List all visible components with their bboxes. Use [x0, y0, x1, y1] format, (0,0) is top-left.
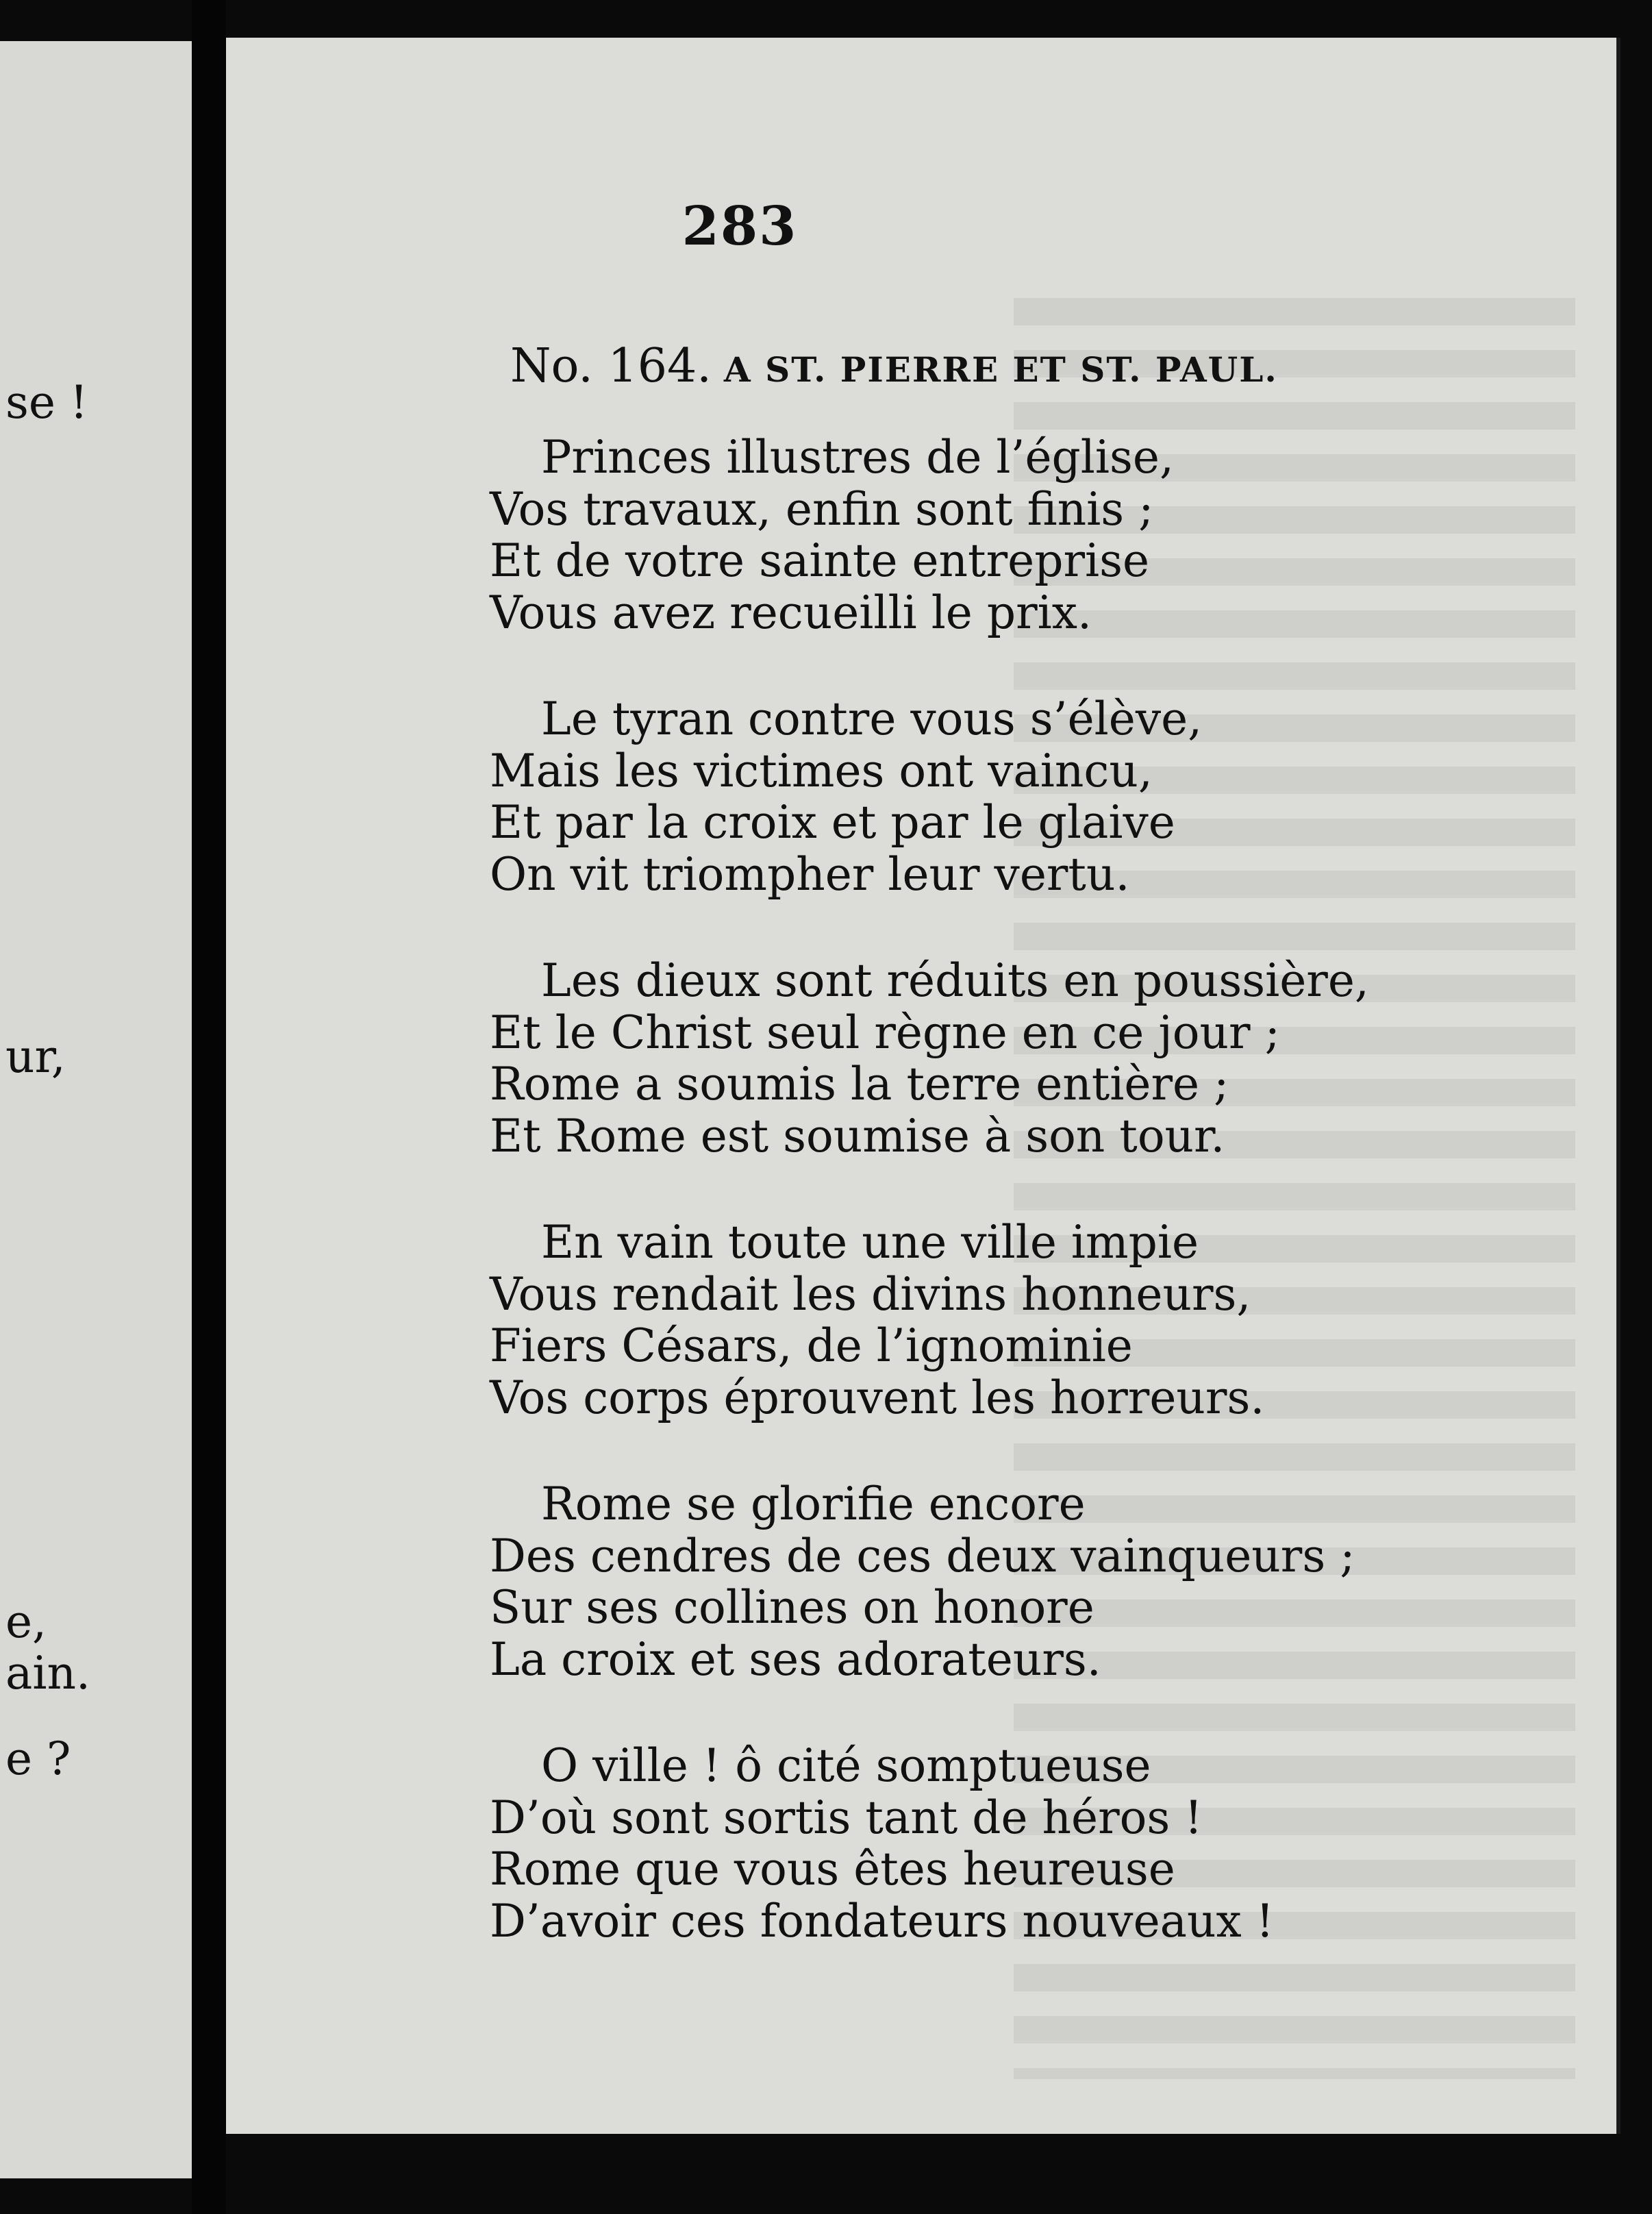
verse-line: En vain toute une ville impie — [541, 1216, 1199, 1269]
left-page-fragment: ur, — [5, 1030, 66, 1083]
verse-line: Rome se glorifie encore — [541, 1478, 1086, 1530]
stanza — [490, 693, 1586, 900]
left-page-fragment: e, — [5, 1595, 47, 1648]
verse-line: Et Rome est soumise à son tour. — [490, 1109, 1225, 1162]
verse-line: Mais les victimes ont vaincu, — [490, 744, 1153, 797]
verse-line: Les dieux sont réduits en poussière, — [541, 954, 1369, 1007]
verse-line: Fiers Césars, de l’ignominie — [490, 1319, 1133, 1372]
verse-line: Princes illustres de l’église, — [541, 431, 1174, 484]
hymn-number: No. 164. — [510, 339, 712, 393]
stanza — [490, 1740, 1586, 1947]
hymn-heading — [510, 339, 1278, 393]
verse-line: Rome que vous êtes heureuse — [490, 1843, 1175, 1895]
verse-line: D’où sont sortis tant de héros ! — [490, 1791, 1203, 1844]
previous-page — [0, 41, 192, 2178]
left-page-fragment: e ? — [5, 1732, 71, 1785]
verse-line: La croix et ses adorateurs. — [490, 1632, 1101, 1686]
verse-line: On vit triompher leur vertu. — [490, 847, 1130, 901]
verse-line: Vos travaux, enfin sont finis ; — [490, 482, 1154, 536]
verse-line: Vous avez recueilli le prix. — [490, 586, 1092, 639]
verse-line: Et de votre sainte entreprise — [490, 534, 1150, 587]
left-page-fragment: ain. — [5, 1647, 90, 1700]
verse-line: Et par la croix et par le glaive — [490, 796, 1175, 849]
verse-line: Vous rendait les divins honneurs, — [490, 1267, 1251, 1321]
verse-line: Vos corps éprouvent les horreurs. — [490, 1371, 1265, 1424]
verse-line: O ville ! ô cité somptueuse — [541, 1739, 1151, 1792]
hymn-text — [490, 432, 1586, 2002]
left-page-fragment: se ! — [5, 376, 88, 429]
stanza — [490, 955, 1586, 1162]
hymn-title: A ST. PIERRE ET ST. PAUL. — [723, 349, 1278, 390]
book-gutter — [192, 0, 226, 2214]
page-number: 283 — [681, 195, 798, 258]
verse-line: Le tyran contre vous s’élève, — [541, 693, 1203, 745]
stanza — [490, 1478, 1586, 1685]
book-page — [226, 38, 1620, 2134]
stanza — [490, 1217, 1586, 1423]
verse-line: Des cendres de ces deux vainqueurs ; — [490, 1529, 1355, 1582]
verse-line: Et le Christ seul règne en ce jour ; — [490, 1006, 1280, 1059]
verse-line: Rome a soumis la terre entière ; — [490, 1058, 1229, 1110]
verse-line: D’avoir ces fondateurs nouveaux ! — [490, 1894, 1275, 1948]
verse-line: Sur ses collines on honore — [490, 1581, 1094, 1634]
stanza — [490, 432, 1586, 638]
